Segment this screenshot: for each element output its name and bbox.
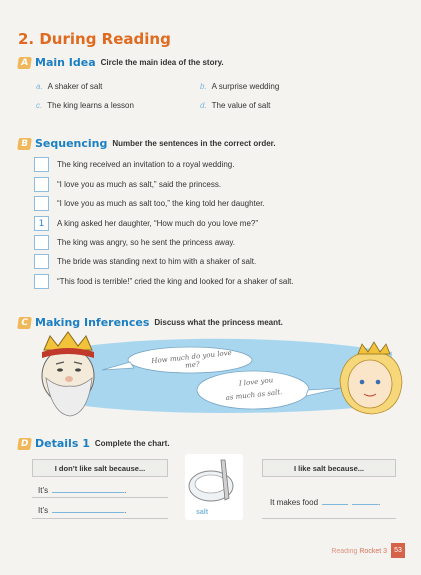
sequence-sentence: A king asked her daughter, “How much do you love me?” <box>57 219 258 228</box>
option-c-letter: c. <box>36 101 43 110</box>
section-b-title: Sequencing <box>35 137 108 150</box>
right-row <box>270 497 380 507</box>
sequence-number-box[interactable] <box>34 274 49 289</box>
section-c-title: Making Inferences <box>35 316 150 329</box>
left-row-1-blank[interactable] <box>52 485 127 495</box>
footer-reading: Reading <box>331 548 358 555</box>
right-row-blank-1[interactable] <box>322 497 348 505</box>
sequence-item <box>34 254 256 269</box>
section-b-badge: B <box>17 138 32 150</box>
option-b-text: A surprise wedding <box>211 82 280 91</box>
chart-divider <box>32 518 168 519</box>
section-d-badge: D <box>17 438 32 450</box>
sequence-item <box>34 196 265 211</box>
sequence-number-box[interactable] <box>34 177 49 192</box>
sequence-item <box>34 274 294 289</box>
left-row-2 <box>38 505 126 515</box>
sequence-number-box[interactable] <box>34 254 49 269</box>
right-row-blank-2[interactable] <box>352 497 381 507</box>
section-c-badge: C <box>17 317 32 329</box>
left-row-2-label: It’s <box>38 506 49 515</box>
sequence-item <box>34 177 221 192</box>
section-d-header <box>18 437 170 450</box>
right-row-end: . <box>378 498 381 507</box>
option-c-text: The king learns a lesson <box>47 101 134 110</box>
option-b-letter: b. <box>200 82 207 91</box>
page-number: 53 <box>391 543 405 558</box>
section-c-header <box>18 316 283 329</box>
sequence-sentence: The bride was standing next to him with a shaker of salt. <box>57 257 257 266</box>
page-title: 2. During Reading <box>18 30 171 48</box>
princess-bubble-text-1: I love you <box>238 376 274 388</box>
sequence-sentence: “This food is terrible!” cried the king and looked for a shaker of salt. <box>57 277 294 286</box>
salt-label: salt <box>196 509 209 516</box>
section-a-header <box>18 56 224 69</box>
king-bubble-text: How much do you love me? <box>151 348 233 370</box>
sequence-item <box>34 235 235 250</box>
sequence-sentence: “I love you as much as salt,” said the princess. <box>57 180 222 189</box>
option-d-letter: d. <box>200 101 207 110</box>
option-a-letter: a. <box>36 82 43 91</box>
section-c-instruction: Discuss what the princess meant. <box>154 318 283 327</box>
option-a-text: A shaker of salt <box>47 82 103 91</box>
sequence-item <box>34 157 234 172</box>
inference-illustration <box>0 330 421 425</box>
chart-left-header: I don’t like salt because... <box>32 459 168 477</box>
section-b-instruction: Number the sentences in the correct order. <box>112 139 276 148</box>
sequence-number-box[interactable] <box>34 196 49 211</box>
left-row-1-end: . <box>124 486 127 495</box>
sequence-sentence: “I love you as much as salt too,” the king told her daughter. <box>57 199 265 208</box>
section-a-title: Main Idea <box>35 56 96 69</box>
sequence-number-box[interactable] <box>34 157 49 172</box>
left-row-1 <box>38 485 126 495</box>
princess-bubble-text-2: as much as salt. <box>225 388 283 402</box>
section-a-instruction: Circle the main idea of the story. <box>100 58 224 67</box>
left-row-2-end: . <box>124 506 127 515</box>
left-row-2-blank[interactable] <box>52 505 127 515</box>
option-d-text: The value of salt <box>211 101 271 110</box>
option-a[interactable] <box>36 82 102 91</box>
sequence-item <box>34 216 258 231</box>
right-row-label: It makes food <box>270 498 319 507</box>
left-row-1-label: It’s <box>38 486 49 495</box>
footer-book <box>331 548 387 555</box>
sequence-sentence: The king was angry, so he sent the princess away. <box>57 238 236 247</box>
chart-divider <box>32 497 168 498</box>
option-c[interactable] <box>36 101 134 110</box>
chart-divider <box>262 518 396 519</box>
sequence-number-box[interactable] <box>34 235 49 250</box>
chart-right-header: I like salt because... <box>262 459 396 477</box>
option-d[interactable] <box>200 101 270 110</box>
sequence-sentence: The king received an invitation to a royal wedding. <box>57 160 235 169</box>
option-b[interactable] <box>200 82 279 91</box>
footer-rocket: Rocket 3 <box>359 548 387 555</box>
section-d-instruction: Complete the chart. <box>94 439 170 448</box>
salt-shaker-icon <box>183 452 245 522</box>
section-b-header <box>18 137 276 150</box>
section-d-title: Details 1 <box>35 437 90 450</box>
sequence-number-box[interactable]: 1 <box>34 216 49 231</box>
section-a-badge: A <box>17 57 32 69</box>
